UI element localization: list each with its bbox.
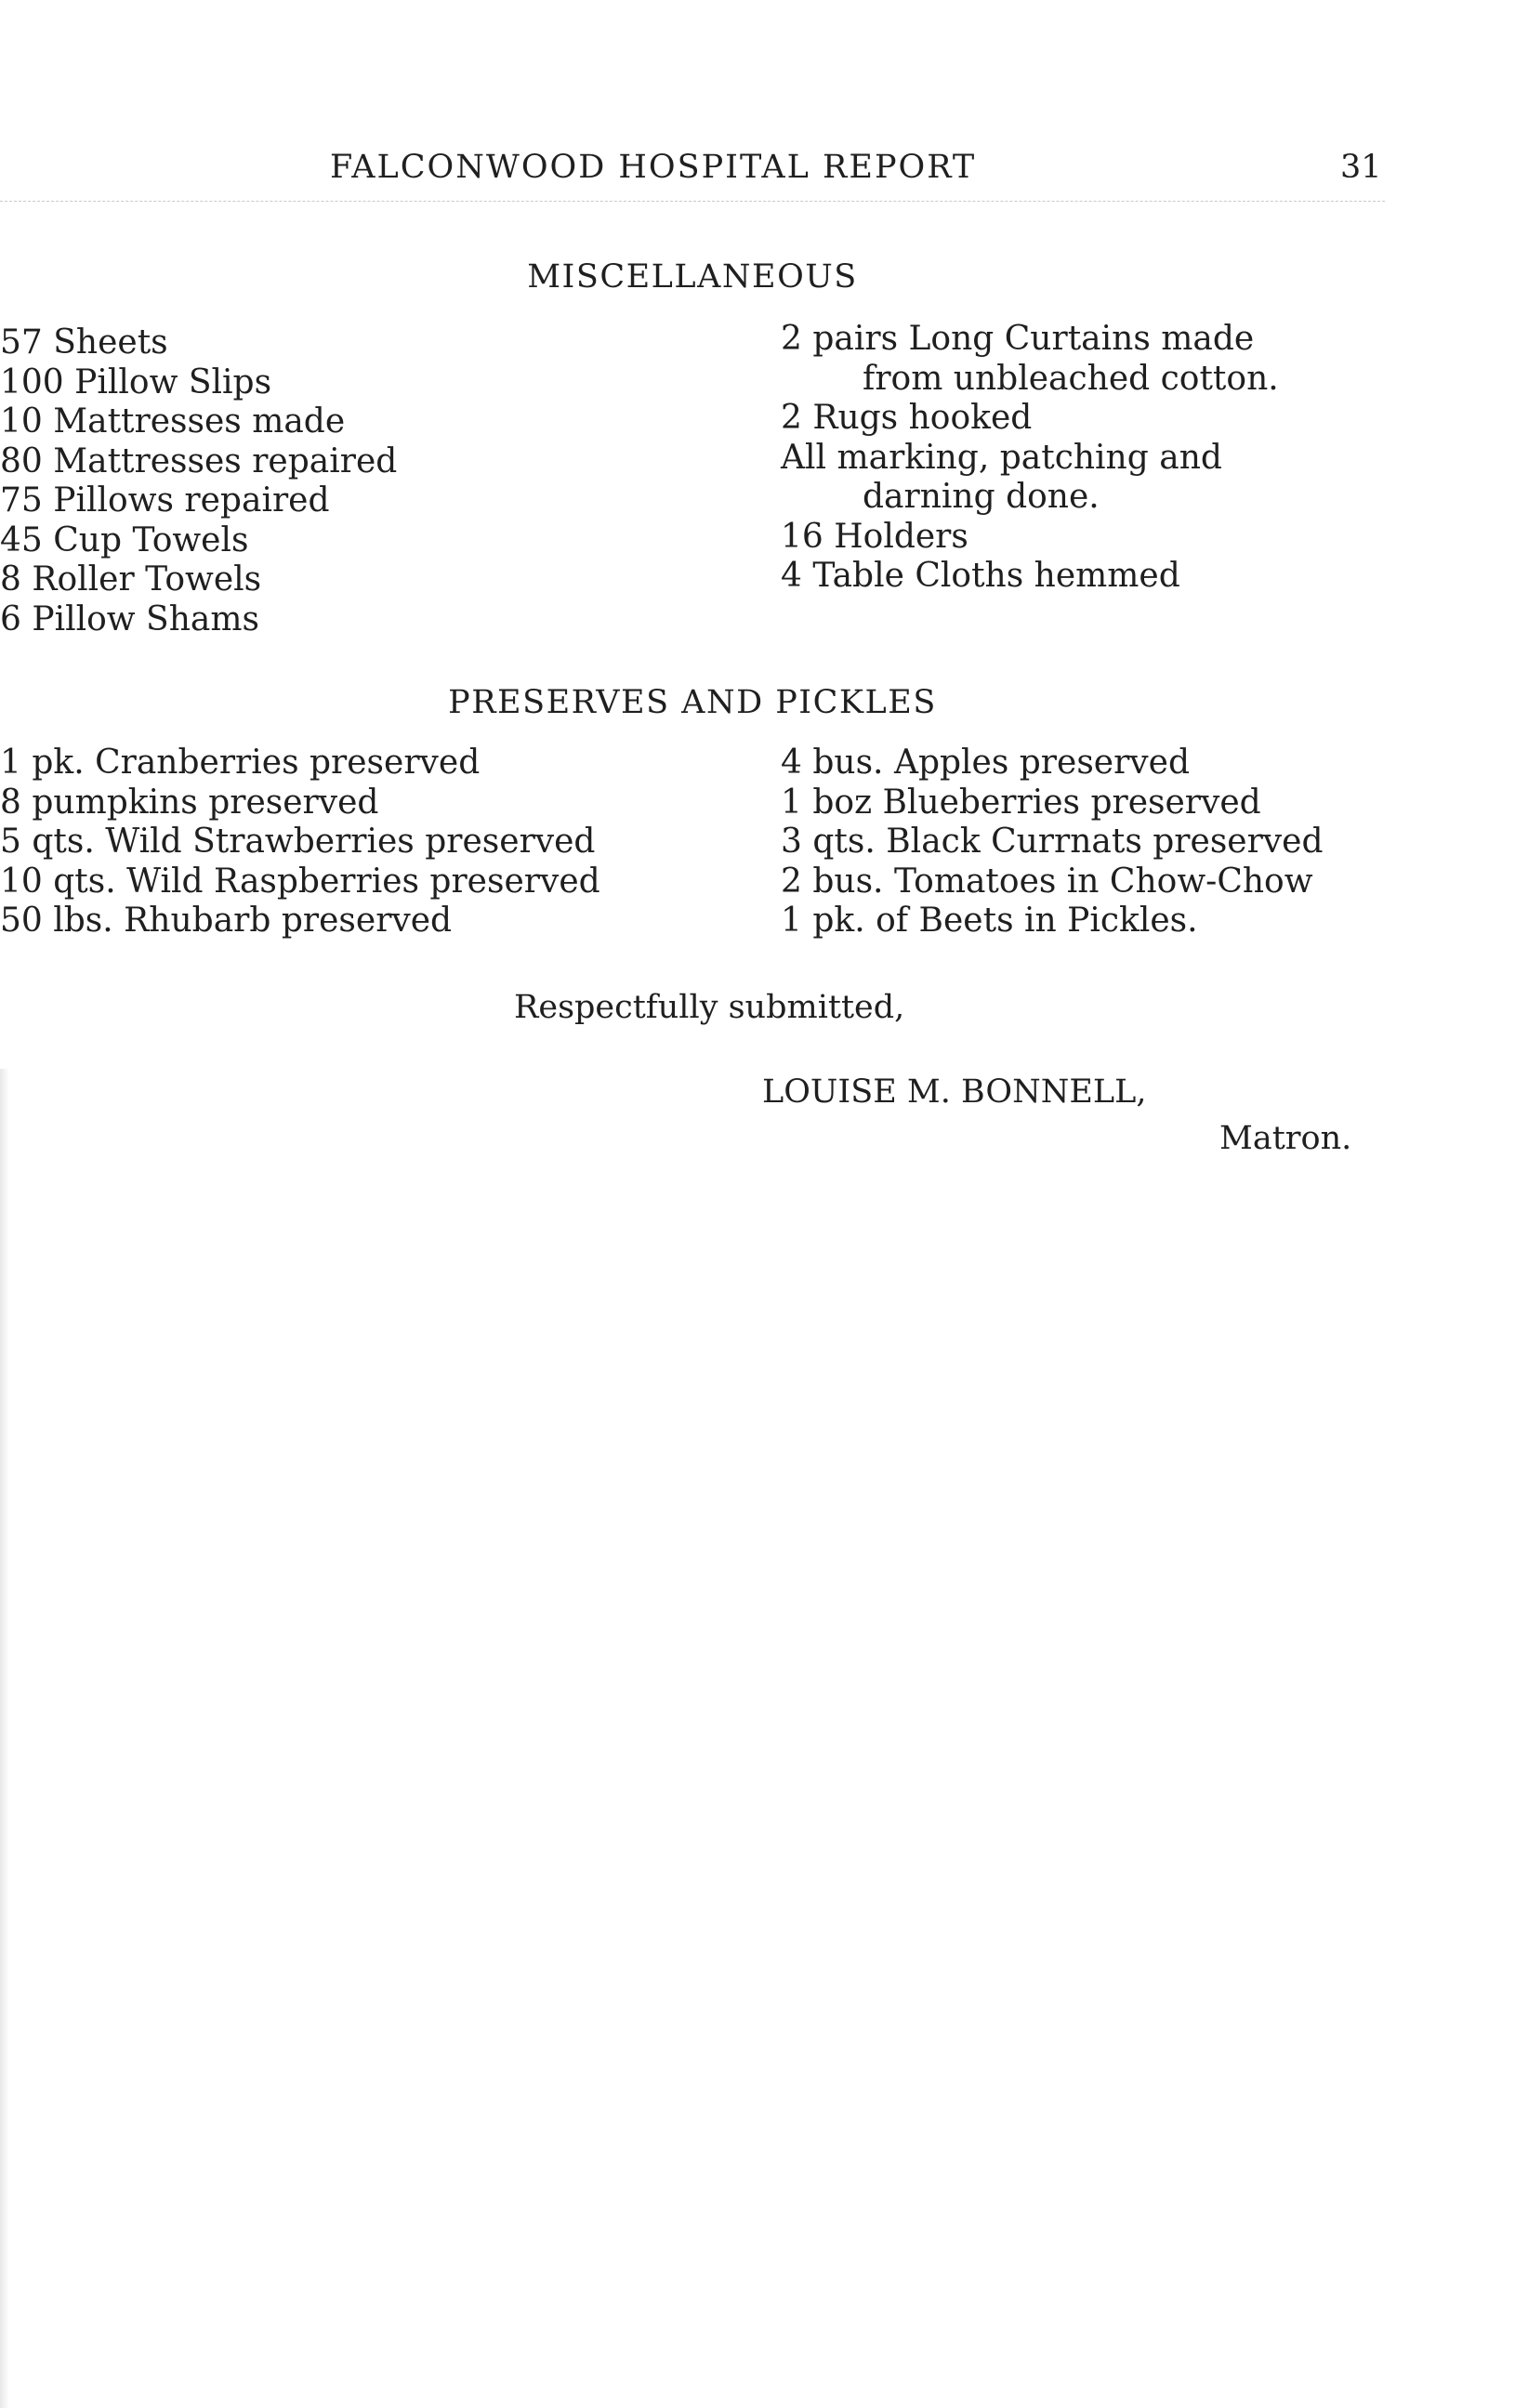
closing-salutation: Respectfully submitted, [514, 989, 905, 1026]
list-item: 10 Mattresses made [0, 402, 346, 441]
preserves-left-list [0, 743, 600, 941]
list-item: 4 Table Cloths hemmed [781, 557, 1180, 595]
list-item: 5 qts. Wild Strawberries preserved [0, 822, 596, 861]
page-number: 31 [1340, 149, 1382, 186]
list-item: 45 Cup Towels [0, 520, 249, 559]
running-title: FALCONWOOD HOSPITAL REPORT [330, 149, 977, 186]
list-item: 4 bus. Apples preserved [781, 743, 1190, 782]
section-heading-miscellaneous: MISCELLANEOUS [527, 258, 858, 296]
preserves-right-list [781, 743, 1324, 941]
list-item: 2 bus. Tomatoes in Chow-Chow [781, 862, 1313, 901]
list-item: 6 Pillow Shams [0, 599, 259, 638]
list-item: 50 lbs. Rhubarb preserved [0, 901, 453, 940]
list-item: 16 Holders [781, 517, 968, 556]
list-item: 1 pk. of Beets in Pickles. [781, 901, 1198, 940]
list-item: 80 Mattresses repaired [0, 441, 398, 480]
list-item: 1 pk. Cranberries preserved [0, 743, 481, 782]
miscellaneous-left-list [0, 323, 397, 639]
header-rule [0, 201, 1385, 202]
list-item: 2 pairs Long Curtains made [781, 320, 1255, 358]
page-header [0, 149, 1515, 195]
list-item: 8 Roller Towels [0, 560, 262, 599]
list-item: 2 Rugs hooked [781, 399, 1033, 437]
signature-name: LOUISE M. BONNELL, [762, 1073, 1147, 1111]
list-item-continuation: from unbleached cotton. [863, 359, 1279, 398]
miscellaneous-right-list [781, 320, 1279, 597]
signature-title: Matron. [1219, 1120, 1352, 1157]
page-edge-shadow [0, 1069, 9, 2408]
list-item: 8 pumpkins preserved [0, 783, 379, 822]
section-heading-preserves: PRESERVES AND PICKLES [448, 684, 937, 721]
list-item: 3 qts. Black Currnats preserved [781, 822, 1324, 861]
list-item: All marking, patching and [781, 438, 1222, 477]
list-item: 75 Pillows repaired [0, 481, 330, 520]
list-item: 10 qts. Wild Raspberries preserved [0, 862, 600, 901]
list-item: 1 boz Blueberries preserved [781, 783, 1261, 822]
list-item: 57 Sheets [0, 323, 168, 362]
list-item: 100 Pillow Slips [0, 362, 272, 401]
list-item-continuation: darning done. [863, 478, 1100, 516]
